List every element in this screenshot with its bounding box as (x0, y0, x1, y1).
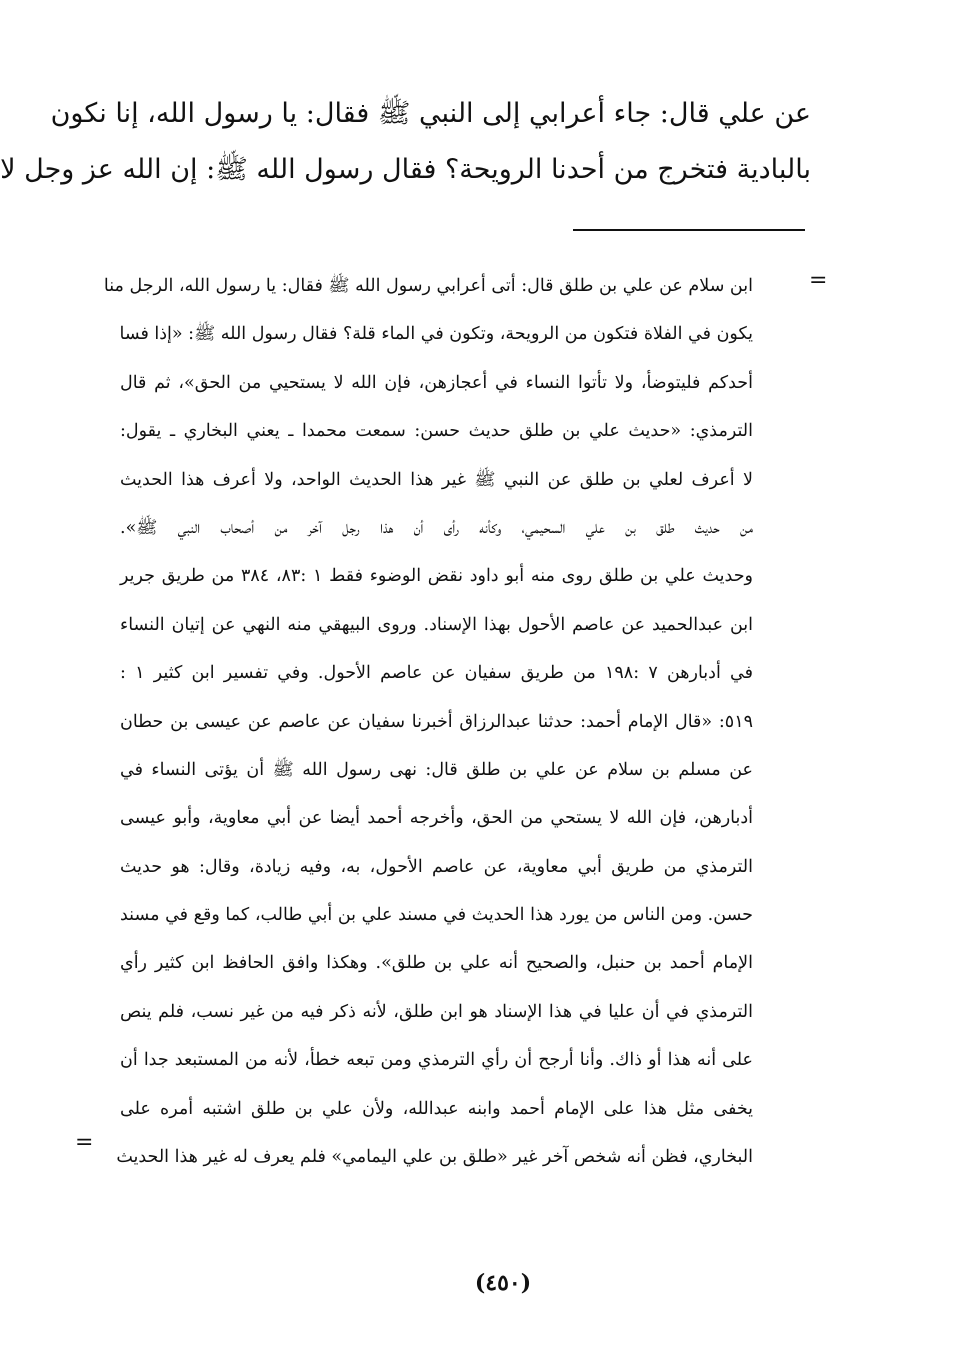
main-text-line: بالبادية فتخرج من أحدنا الرويحة؟ فقال رسول الله ﷺ: إن الله عز وجل لا (0, 154, 811, 185)
footnote-line: الإمام أحمد بن حنبل، والصحيح أنه علي بن طلق». وهكذا وافق الحافظ ابن كثير رأي (120, 953, 753, 974)
footnote-continuation-mark-end: = (75, 1130, 94, 1155)
footnote-line: الترمذي من طريق أبي معاوية، عن عاصم الأحول، به، وفيه زيادة، وقال: هو حديث (120, 856, 753, 877)
footnote-line: على أنه هذا أو ذاك. وأنا أرجح أن رأي الترمذي ومن تبعه خطأ، لأنه من المستبعد جدا أن (120, 1050, 753, 1071)
footnote-divider (573, 229, 805, 231)
footnote-block (103, 262, 753, 1181)
page-number: (٤٥٠) (474, 1270, 532, 1296)
footnote-continuation-mark-start: = (809, 268, 828, 293)
footnote-line: ابن سلام عن علي بن طلق قال: أتى أعرابي رسول الله ﷺ فقال: يا رسول الله، الرجل منا (103, 276, 753, 296)
footnote-line: في أدبارهن ٧ :١٩٨ من طريق سفيان عن عاصم الأحول. وفي تفسير ابن كثير ١ : (120, 663, 753, 684)
footnote-line: وحديث علي بن طلق روى منه أبو داود نقض الوضوء فقط ١ :٨٣، ٣٨٤ من طريق جرير (120, 566, 753, 587)
footnote-line: حسن. ومن الناس من يورد هذا الحديث في مسند علي بن أبي طالب، كما وقع في مسند (120, 905, 753, 926)
footnote-line: أحدكم فليتوضأ، ولا تأتوا النساء في أعجازهن، فإن الله لا يستحيي من الحق»، ثم قال (120, 372, 753, 393)
footnote-line: عن مسلم بن سلام عن علي بن طلق قال: نهى رسول الله ﷺ أن يؤتى النساء في (120, 759, 753, 780)
footnote-line: من حديث طلق بن علي السحيمي، وكأنه رأى أن هذا رجل آخر من أصحاب النبي ﷺ». (120, 517, 753, 538)
footnote-line: ٥١٩: «قال الإمام أحمد: حدثنا عبدالرزاق أخبرنا سفيان عن عاصم عن عيسى بن حطان (120, 711, 753, 732)
footnote-line: لا أعرف لعلي بن طلق عن النبي ﷺ غير هذا الحديث الواحد، ولا أعرف هذا الحديث (120, 469, 753, 490)
footnote-line: ابن عبدالحميد عن عاصم الأحول بهذا الإسناد. وروى البيهقي منه النهي عن إتيان النساء (120, 614, 753, 635)
footnote-line: يخفى مثل هذا على الإمام أحمد وابنه عبدالله، ولأن علي بن طلق اشتبه أمره على (120, 1098, 753, 1119)
footnote-line: يكون في الفلاة فتكون من الرويحة، وتكون في الماء قلة؟ فقال رسول الله ﷺ: «إذا فسا (119, 324, 753, 345)
footnote-line: البخاري، فظن أنه شخص آخر غير «طلق بن علي اليمامي» فلم يعرف له غير هذا الحديث (116, 1147, 753, 1168)
footnote-line: الترمذي: «حديث علي بن طلق حديث حسن: سمعت محمدا ـ يعني البخاري ـ يقول: (120, 421, 753, 442)
main-text-line: عن علي قال: جاء أعرابي إلى النبي ﷺ فقال: يا رسول الله، إنا نكون (50, 98, 811, 129)
footnote-line: أدبارهن، فإن الله لا يستحي من الحق، وأخرجه أحمد أيضا عن أبي معاوية، وأبو عيسى (120, 808, 753, 829)
main-text-block (0, 86, 811, 198)
footnote-line: الترمذي في أن عليا في هذا الإسناد هو ابن طلق، لأنه ذكر فيه من غير نسب، فلم ينص (120, 1001, 753, 1022)
